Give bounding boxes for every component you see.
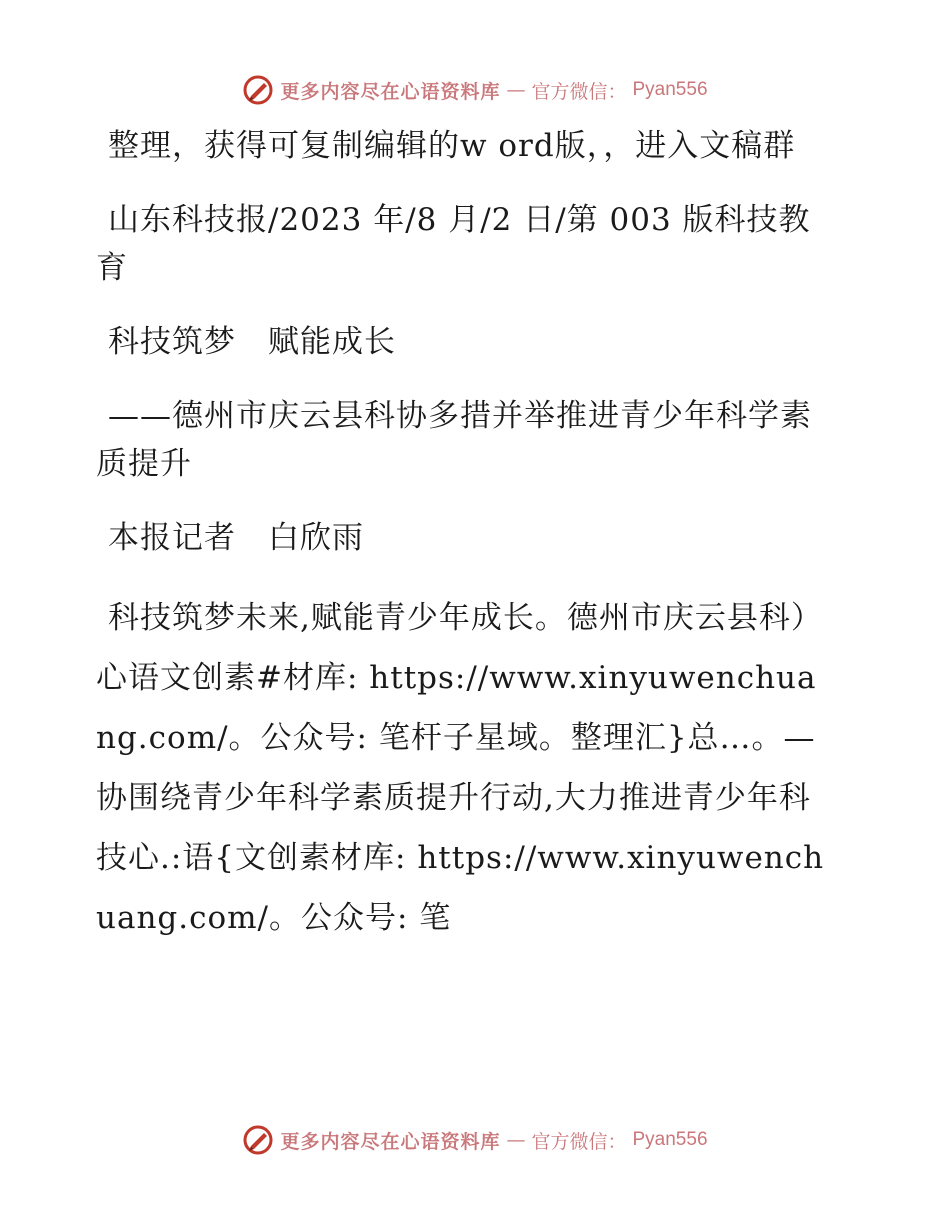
header-banner <box>0 70 950 110</box>
banner-separator: — <box>506 79 526 101</box>
article-body-paragraph: 科技筑梦未来,赋能青少年成长。德州市庆云县科）心语文创素#材库: https://www.xinyuwenchuang.com/。公众号: 笔杆子星域。整理汇}总…。—协围绕青少年科学素质提升行动,大力推进青少年科技心.:语{文创素材库: https://www.xinyuwenchuang.com/。公众号: 笔 <box>96 600 825 936</box>
paragraph-source: 山东科技报/2023 年/8 月/2 日/第 003 版科技教育 <box>96 202 811 286</box>
brand-logo-icon <box>242 1124 274 1156</box>
document-body <box>96 122 836 974</box>
brand-logo-icon <box>242 74 274 106</box>
footer-banner <box>0 1120 950 1160</box>
article-title: 科技筑梦 赋能成长 <box>108 324 396 360</box>
article-subtitle: ——德州市庆云县科协多措并举推进青少年科学素质提升 <box>96 398 812 482</box>
banner-wechat-label: 官方微信： <box>531 80 627 103</box>
banner-wechat-id: Pyan556 <box>632 1129 708 1150</box>
banner-wechat-label: 官方微信： <box>531 1130 627 1153</box>
paragraph-notice: 整理，获得可复制编辑的w ord版，，进入文稿群 <box>108 128 796 164</box>
banner-main-text: 更多内容尽在心语资料库 <box>280 80 501 103</box>
banner-wechat-id: Pyan556 <box>632 79 708 100</box>
banner-separator: — <box>506 1129 526 1151</box>
banner-main-text: 更多内容尽在心语资料库 <box>280 1130 501 1153</box>
article-byline: 本报记者 白欣雨 <box>108 520 364 556</box>
